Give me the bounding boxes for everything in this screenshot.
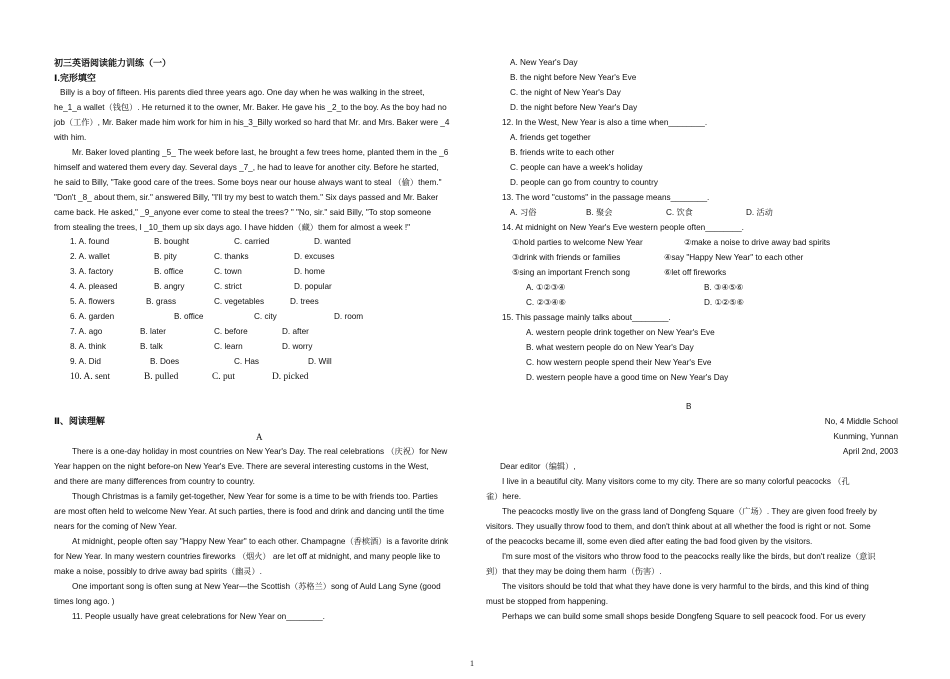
cloze-line: he said to Billy, "Take good care of the trees. Some boys near our house always want to steal （偷）them.": [54, 178, 442, 187]
option: B. the night before New Year's Eve: [510, 73, 637, 82]
option: B. later: [140, 327, 166, 336]
option: B. friends write to each other: [510, 148, 615, 157]
option: C. strict: [214, 282, 242, 291]
question-15: 15. This passage mainly talks about________.: [502, 313, 671, 322]
option: B. office: [154, 267, 184, 276]
address-line: No, 4 Middle School: [824, 417, 898, 426]
option: D. the night before New Year's Day: [510, 103, 638, 112]
letter-line: 到）that they may be doing them harm（伤害）.: [486, 567, 662, 576]
cloze-line: Billy is a boy of fifteen. His parents died three years ago. One day when he was walking in the street,: [60, 88, 425, 97]
option: C. the night of New Year's Day: [510, 88, 621, 97]
statement: ①hold parties to welcome New Year: [512, 238, 643, 247]
option: B. ③④⑤⑥: [704, 283, 744, 292]
section2-heading: Ⅱ、阅读理解: [54, 416, 105, 426]
option: 9. A. Did: [70, 357, 101, 366]
passage-a-line: Year happen on the night before-on New Year's Eve. There are several interesting customs in the West,: [54, 462, 429, 471]
letter-line: must be stopped from happening.: [486, 597, 608, 606]
passage-a-line: for New Year. In many western countries fireworks （烟火） are let off at midnight, and many people like to: [54, 552, 441, 561]
option: D. western people have a good time on New Year's Day: [526, 373, 729, 382]
option: D. excuses: [294, 252, 335, 261]
option: A. 习俗: [510, 208, 537, 217]
option: 4. A. pleased: [70, 282, 118, 291]
passage-a-line: and there are many differences from country to country.: [54, 477, 255, 486]
passage-a-line: are most often held to welcome New Year. At such parties, there is food and drink and dancing until the time: [54, 507, 445, 516]
cloze-line: came back. He asked," _9_anyone ever come to steal the trees? " "No, sir." said Billy, "To stop someone: [54, 208, 432, 217]
option: D. wanted: [314, 237, 351, 246]
option: C. ②③④⑥: [526, 298, 566, 307]
option: C. 饮食: [666, 208, 693, 217]
cloze-line: Mr. Baker loved planting _5_ The week before last, he brought a few trees home, planted them in the _6: [72, 148, 449, 157]
passage-a-line: Though Christmas is a family get-together, New Year for some is a time to be with friends too. Parties: [72, 492, 438, 501]
option: D. after: [282, 327, 309, 336]
question-13: 13. The word "customs" in the passage means________.: [502, 193, 710, 202]
option: B. 聚会: [586, 208, 613, 217]
section1-heading: Ⅰ.完形填空: [54, 73, 96, 83]
option: B. angry: [154, 282, 185, 291]
option: A. friends get together: [510, 133, 591, 142]
part-a-label: A: [256, 432, 263, 442]
option: 6. A. garden: [70, 312, 115, 321]
address-line: Kunming, Yunnan: [833, 432, 898, 441]
option: D. worry: [282, 342, 313, 351]
passage-a-line: nears for the coming of New Year.: [54, 522, 177, 531]
cloze-line: job（工作）, Mr. Baker made him work for him in his_3_Billy worked so hard that Mr. and Mrs. Baker were _4: [54, 118, 450, 127]
option: D. popular: [294, 282, 332, 291]
option: D. Will: [308, 357, 332, 366]
letter-line: of the peacocks became ill, some even died after eating the bad food given by the visitors.: [486, 537, 813, 546]
option: D. people can go from country to country: [510, 178, 658, 187]
option: C. carried: [234, 237, 270, 246]
statement: ②make a noise to drive away bad spirits: [684, 238, 831, 247]
statement: ④say "Happy New Year" to each other: [664, 253, 804, 262]
passage-a-line: times long ago. ): [54, 597, 115, 606]
option: B. Does: [150, 357, 180, 366]
option: D. room: [334, 312, 364, 321]
option: 5. A. flowers: [70, 297, 115, 306]
passage-a-line: make a noise, possibly to drive away bad spirits（幽灵）.: [54, 567, 262, 576]
option: C. Has: [234, 357, 260, 366]
letter-line: visitors. They usually throw food to them, and don't think about at all whether the food is right or not. Some: [486, 522, 871, 531]
option: 2. A. wallet: [70, 252, 110, 261]
question-12: 12. In the West, New Year is also a time when________.: [502, 118, 708, 127]
option: B. pity: [154, 252, 177, 261]
option: C. town: [214, 267, 242, 276]
passage-a-line: At midnight, people often say "Happy New Year" to each other. Champagne（香槟酒）is a favorite drink: [72, 537, 449, 546]
option: B. pulled: [144, 372, 179, 382]
passage-a-line: One important song is often sung at New Year—the Scottish（苏格兰）song of Auld Lang Syne (good: [72, 582, 441, 591]
letter-line: The peacocks mostly live on the grass land of Dongfeng Square（广场）. They are given food freely by: [502, 507, 877, 516]
option: C. city: [254, 312, 277, 321]
option: D. picked: [272, 372, 309, 382]
option: B. talk: [140, 342, 163, 351]
option: C. vegetables: [214, 297, 265, 306]
letter-line: Perhaps we can build some small shops beside Dongfeng Square to sell peacock food. For us every: [502, 612, 866, 621]
option: 3. A. factory: [70, 267, 114, 276]
question-14: 14. At midnight on New Year's Eve western people often________.: [502, 223, 744, 232]
option: D. trees: [290, 297, 319, 306]
option: 10. A. sent: [70, 372, 111, 382]
option: D. ①②⑤⑥: [704, 298, 744, 307]
statement: ③drink with friends or families: [512, 253, 621, 262]
letter-line: 雀）here.: [486, 492, 522, 501]
letter-line: Dear editor（编辑）,: [500, 462, 576, 471]
option: 1. A. found: [70, 237, 110, 246]
option: A. western people drink together on New Year's Eve: [526, 328, 715, 337]
cloze-line: with him.: [54, 133, 87, 142]
option: C. learn: [214, 342, 243, 351]
letter-line: I live in a beautiful city. Many visitors come to my city. There are so many colorful peacocks （孔: [502, 477, 850, 486]
part-b-label: B: [686, 402, 692, 411]
page-title: 初三英语阅读能力训练（一）: [54, 58, 172, 68]
option: 7. A. ago: [70, 327, 103, 336]
option: A. ①②③④: [526, 283, 566, 292]
cloze-line: from stealing the trees, I _10_them up six days ago. I have hidden（藏）them for almost a week !": [54, 223, 411, 232]
question-11: 11. People usually have great celebrations for New Year on________.: [72, 612, 325, 621]
option: B. office: [174, 312, 204, 321]
option: B. grass: [146, 297, 177, 306]
option: D. 活动: [746, 208, 773, 217]
statement: ⑤sing an important French song: [512, 268, 630, 277]
cloze-line: "Don't _8_ about them, sir." answered Billy, "I'll try my best to watch them." Six days passed and Mr. Baker: [54, 193, 439, 202]
cloze-line: he_1_a wallet（钱包）. He returned it to the owner, Mr. Baker. He gave his _2_to the boy. As the boy had no: [54, 103, 447, 112]
option: B. bought: [154, 237, 190, 246]
passage-a-line: There is a one-day holiday in most countries on New Year's Day. The real celebrations （庆祝）for New: [72, 447, 448, 456]
option: 8. A. think: [70, 342, 106, 351]
letter-line: The visitors should be told that what they have done is very harmful to the birds, and this kind of thing: [502, 582, 869, 591]
option: C. thanks: [214, 252, 249, 261]
statement: ⑥let off fireworks: [664, 268, 727, 277]
option: C. people can have a week's holiday: [510, 163, 643, 172]
cloze-line: himself and watered them every day. Several days _7_, he had to leave for another city. Before he started,: [54, 163, 439, 172]
option: B. what western people do on New Year's Day: [526, 343, 694, 352]
page-number: 1: [470, 659, 474, 668]
option: D. home: [294, 267, 325, 276]
option: C. put: [212, 372, 235, 382]
option: C. how western people spend their New Year's Eve: [526, 358, 712, 367]
letter-line: I'm sure most of the visitors who throw food to the peacocks really like the birds, but don't realize（意识: [502, 552, 876, 561]
option: A. New Year's Day: [510, 58, 578, 67]
address-line: April 2nd, 2003: [842, 447, 898, 456]
option: C. before: [214, 327, 248, 336]
